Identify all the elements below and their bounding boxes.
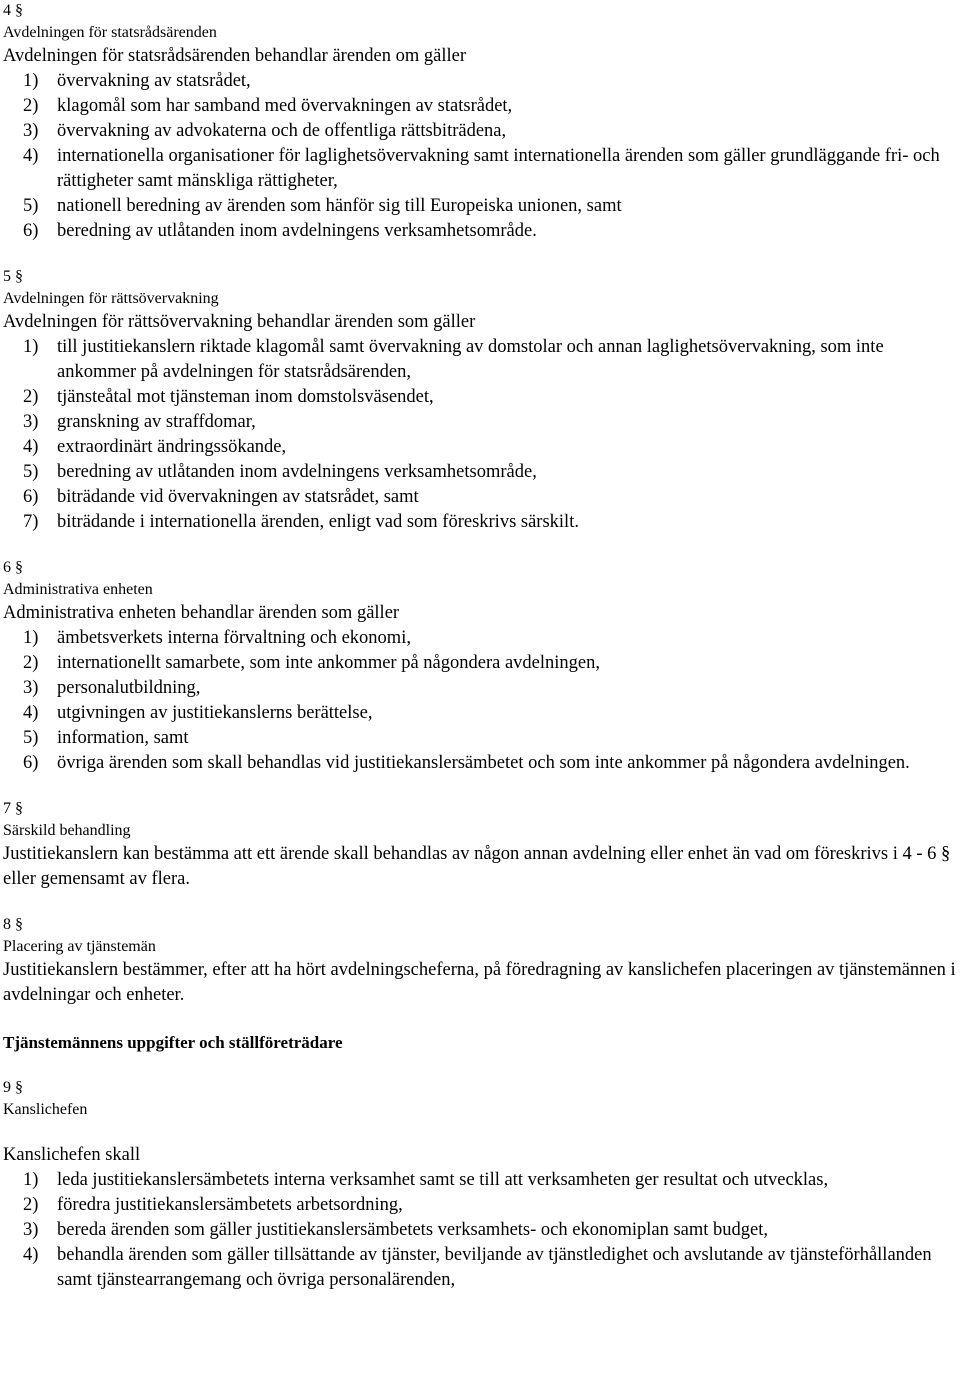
list-marker: 4) [23, 437, 39, 457]
list-item [3, 69, 958, 94]
list-text: övervakning av statsrådet, [57, 71, 251, 91]
section-number: 5 § [3, 268, 23, 285]
list-item [3, 510, 958, 535]
list-marker: 6) [23, 753, 39, 773]
list-item [3, 460, 958, 485]
list-marker: 4) [23, 1245, 39, 1265]
section-intro: Avdelningen för statsrådsärenden behandlar ärenden om gäller [3, 46, 466, 66]
chapter-heading: Tjänstemännens uppgifter och ställföreträdare [3, 1033, 343, 1052]
section-intro: Avdelningen för rättsövervakning behandlar ärenden som gäller [3, 312, 476, 332]
list-item [3, 751, 958, 776]
section-list [3, 626, 958, 776]
list-text: bereda ärenden som gäller justitiekanslersämbetets verksamhets- och ekonomiplan samt budget, [57, 1220, 769, 1240]
section-heading: Särskild behandling [3, 822, 131, 839]
list-marker: 2) [23, 1195, 39, 1215]
list-item [3, 726, 958, 751]
list-item [3, 219, 958, 244]
list-text: internationella organisationer för laglighetsövervakning samt internationella ärenden som gäller grundläggande fri- och rättigheter samt mänskliga rättigheter, [57, 146, 940, 191]
list-text: övervakning av advokaterna och de offentliga rättsbiträdena, [57, 121, 507, 141]
list-text: tjänsteåtal mot tjänsteman inom domstolsväsendet, [57, 387, 434, 407]
list-text: biträdande vid övervakningen av statsrådet, samt [57, 487, 419, 507]
list-text: personalutbildning, [57, 678, 201, 698]
list-marker: 6) [23, 221, 39, 241]
section-heading: Placering av tjänstemän [3, 938, 156, 955]
section-heading: Avdelningen för statsrådsärenden [3, 24, 217, 41]
section-heading: Administrativa enheten [3, 581, 153, 598]
list-item [3, 94, 958, 119]
section-number: 9 § [3, 1079, 23, 1096]
list-text: övriga ärenden som skall behandlas vid justitiekanslersämbetet och som inte ankommer på någondera avdelningen. [57, 753, 910, 773]
list-text: information, samt [57, 728, 189, 748]
list-marker: 3) [23, 678, 39, 698]
list-item [3, 119, 958, 144]
list-item [3, 194, 958, 219]
list-text: extraordinärt ändringssökande, [57, 437, 287, 457]
document-page [3, 0, 958, 1293]
list-item [3, 1168, 958, 1193]
list-text: beredning av utlåtanden inom avdelningens verksamhetsområde. [57, 221, 537, 241]
list-text: internationellt samarbete, som inte ankommer på någondera avdelningen, [57, 653, 600, 673]
section-number: 6 § [3, 559, 23, 576]
list-text: utgivningen av justitiekanslerns berättelse, [57, 703, 373, 723]
list-marker: 1) [23, 71, 39, 91]
list-item [3, 335, 958, 385]
section-list [3, 1168, 958, 1293]
list-item [3, 701, 958, 726]
list-item [3, 435, 958, 460]
list-text: nationell beredning av ärenden som hänför sig till Europeiska unionen, samt [57, 196, 622, 216]
section-body: Justitiekanslern bestämmer, efter att ha hört avdelningscheferna, på föredragning av kanslichefen placeringen av tjänstemännen i avdelningar och enheter. [3, 960, 956, 1005]
section-intro: Administrativa enheten behandlar ärenden som gäller [3, 603, 400, 623]
list-item [3, 144, 958, 194]
list-item [3, 1218, 958, 1243]
list-marker: 5) [23, 196, 39, 216]
list-item [3, 385, 958, 410]
section-list [3, 335, 958, 535]
list-item [3, 410, 958, 435]
list-text: granskning av straffdomar, [57, 412, 256, 432]
list-text: beredning av utlåtanden inom avdelningens verksamhetsområde, [57, 462, 537, 482]
list-text: biträdande i internationella ärenden, enligt vad som föreskrivs särskilt. [57, 512, 579, 532]
list-item [3, 626, 958, 651]
list-item [3, 485, 958, 510]
section-number: 7 § [3, 800, 23, 817]
list-marker: 1) [23, 337, 39, 357]
list-marker: 2) [23, 387, 39, 407]
list-marker: 5) [23, 462, 39, 482]
list-marker: 1) [23, 628, 39, 648]
list-marker: 6) [23, 487, 39, 507]
list-item [3, 651, 958, 676]
list-marker: 3) [23, 121, 39, 141]
section-body: Justitiekanslern kan bestämma att ett ärende skall behandlas av någon annan avdelning eller enhet än vad om föreskrivs i 4 - 6 § eller gemensamt av flera. [3, 844, 951, 889]
list-marker: 3) [23, 412, 39, 432]
section-intro: Kanslichefen skall [3, 1145, 141, 1165]
list-marker: 4) [23, 703, 39, 723]
section-heading: Kanslichefen [3, 1101, 88, 1118]
list-item [3, 676, 958, 701]
list-marker: 7) [23, 512, 39, 532]
list-text: ämbetsverkets interna förvaltning och ekonomi, [57, 628, 411, 648]
list-text: leda justitiekanslersämbetets interna verksamhet samt se till att verksamheten ger resultat och utvecklas, [57, 1170, 829, 1190]
list-marker: 3) [23, 1220, 39, 1240]
list-item [3, 1243, 958, 1293]
list-marker: 1) [23, 1170, 39, 1190]
section-list [3, 69, 958, 244]
list-marker: 5) [23, 728, 39, 748]
section-number: 4 § [3, 2, 23, 19]
section-number: 8 § [3, 916, 23, 933]
list-text: till justitiekanslern riktade klagomål samt övervakning av domstolar och annan laglighetsövervakning, som inte ankommer på avdelningen för statsrådsärenden, [57, 337, 884, 382]
section-heading: Avdelningen för rättsövervakning [3, 290, 219, 307]
list-marker: 2) [23, 653, 39, 673]
list-text: behandla ärenden som gäller tillsättande av tjänster, beviljande av tjänstledighet och avslutande av tjänsteförhållanden samt tjänstearrangemang och övriga personalärenden, [57, 1245, 932, 1290]
list-marker: 4) [23, 146, 39, 166]
list-text: föredra justitiekanslersämbetets arbetsordning, [57, 1195, 403, 1215]
list-marker: 2) [23, 96, 39, 116]
list-item [3, 1193, 958, 1218]
list-text: klagomål som har samband med övervakningen av statsrådet, [57, 96, 513, 116]
